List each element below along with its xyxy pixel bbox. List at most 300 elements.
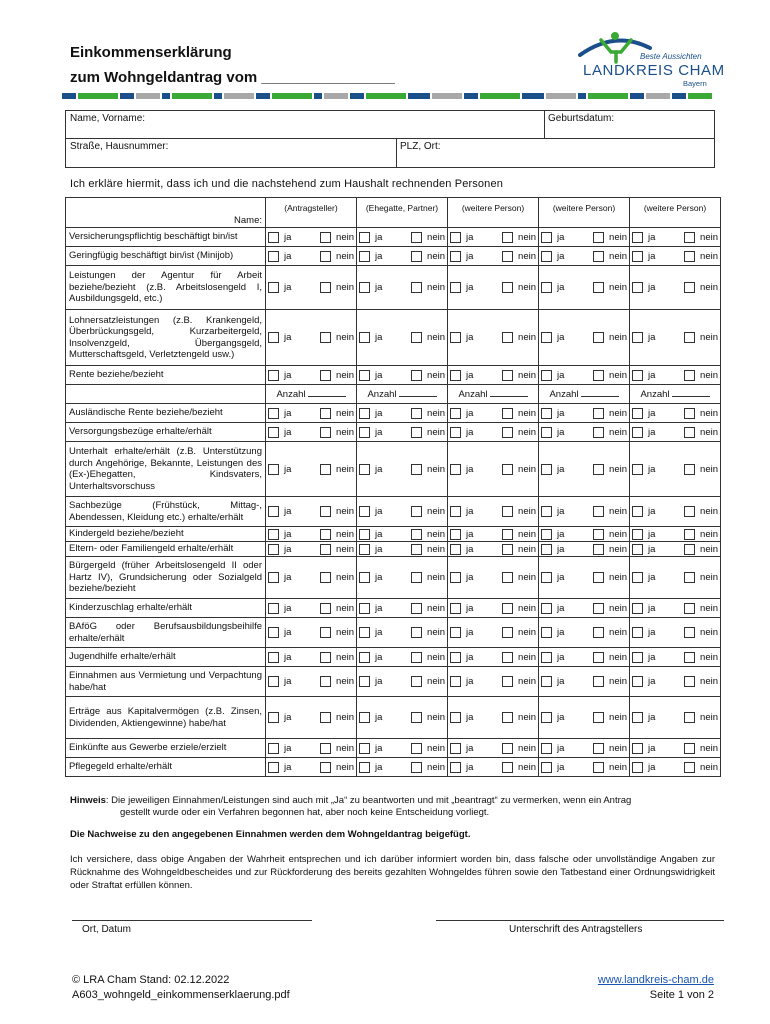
- no-checkbox[interactable]: [593, 572, 604, 583]
- no-checkbox[interactable]: [411, 529, 422, 540]
- yes-checkbox[interactable]: [541, 743, 552, 754]
- yes-no-options: [359, 370, 445, 381]
- yes-checkbox[interactable]: [541, 529, 552, 540]
- person-column-header[interactable]: (weitere Person): [448, 198, 539, 228]
- yes-label: ja: [284, 369, 292, 381]
- yes-checkbox[interactable]: [541, 544, 552, 555]
- yes-checkbox[interactable]: [359, 232, 370, 243]
- no-checkbox[interactable]: [411, 544, 422, 555]
- no-checkbox[interactable]: [502, 282, 513, 293]
- no-checkbox[interactable]: [593, 427, 604, 438]
- yes-checkbox[interactable]: [268, 676, 279, 687]
- no-checkbox[interactable]: [593, 529, 604, 540]
- person-column-header[interactable]: (Ehegatte, Partner): [357, 198, 448, 228]
- no-checkbox[interactable]: [320, 627, 331, 638]
- yes-label: ja: [375, 231, 383, 243]
- yes-checkbox[interactable]: [359, 544, 370, 555]
- yes-no-options: [268, 408, 354, 419]
- yes-label: ja: [466, 528, 474, 540]
- no-checkbox[interactable]: [684, 370, 695, 381]
- yes-checkbox[interactable]: [450, 232, 461, 243]
- yes-checkbox[interactable]: [268, 743, 279, 754]
- person-column-header[interactable]: (Antragsteller): [266, 198, 357, 228]
- income-row: [66, 618, 721, 648]
- no-checkbox[interactable]: [411, 282, 422, 293]
- yes-checkbox[interactable]: [450, 464, 461, 475]
- no-checkbox[interactable]: [320, 232, 331, 243]
- yes-label: ja: [648, 742, 656, 754]
- yes-label: ja: [557, 332, 565, 343]
- yes-checkbox[interactable]: [268, 712, 279, 723]
- no-checkbox[interactable]: [320, 408, 331, 419]
- no-label: nein: [609, 676, 627, 687]
- yes-label: ja: [648, 332, 656, 343]
- no-checkbox[interactable]: [502, 603, 513, 614]
- anzahl-field[interactable]: [450, 388, 536, 400]
- income-row-label: Geringfügig beschäftigt bin/ist (Minijob): [66, 247, 266, 266]
- yes-checkbox[interactable]: [359, 282, 370, 293]
- no-label: nein: [336, 250, 354, 262]
- yes-checkbox[interactable]: [541, 762, 552, 773]
- no-label: nein: [336, 627, 354, 638]
- yes-no-options: [359, 332, 445, 343]
- no-label: nein: [427, 627, 445, 638]
- no-checkbox[interactable]: [502, 544, 513, 555]
- no-checkbox[interactable]: [502, 529, 513, 540]
- yes-no-options: [450, 232, 536, 243]
- anzahl-input-line[interactable]: [672, 388, 710, 397]
- no-checkbox[interactable]: [684, 529, 695, 540]
- yes-label: ja: [375, 332, 383, 343]
- no-label: nein: [427, 742, 445, 754]
- yes-checkbox[interactable]: [450, 332, 461, 343]
- no-checkbox[interactable]: [684, 282, 695, 293]
- anzahl-input-line[interactable]: [581, 388, 619, 397]
- no-checkbox[interactable]: [320, 743, 331, 754]
- income-row-label: Jugendhilfe erhalte/erhält: [66, 648, 266, 667]
- yes-checkbox[interactable]: [359, 572, 370, 583]
- no-checkbox[interactable]: [502, 251, 513, 262]
- stripe-segment: [688, 93, 712, 99]
- yes-checkbox[interactable]: [632, 529, 643, 540]
- yes-checkbox[interactable]: [632, 544, 643, 555]
- no-label: nein: [700, 761, 718, 773]
- yes-checkbox[interactable]: [541, 332, 552, 343]
- no-checkbox[interactable]: [411, 627, 422, 638]
- stripe-segment: [256, 93, 270, 99]
- no-checkbox[interactable]: [684, 506, 695, 517]
- yes-checkbox[interactable]: [541, 652, 552, 663]
- no-checkbox[interactable]: [502, 743, 513, 754]
- no-checkbox[interactable]: [593, 232, 604, 243]
- no-label: nein: [427, 712, 445, 723]
- yes-checkbox[interactable]: [268, 627, 279, 638]
- no-checkbox[interactable]: [411, 427, 422, 438]
- yes-checkbox[interactable]: [450, 427, 461, 438]
- yes-checkbox[interactable]: [268, 332, 279, 343]
- yes-checkbox[interactable]: [268, 544, 279, 555]
- yes-checkbox[interactable]: [632, 762, 643, 773]
- income-row-label: Versorgungsbezüge erhalte/erhält: [66, 423, 266, 442]
- no-checkbox[interactable]: [411, 762, 422, 773]
- yes-checkbox[interactable]: [541, 282, 552, 293]
- yes-label: ja: [557, 742, 565, 754]
- no-checkbox[interactable]: [411, 603, 422, 614]
- yes-label: ja: [375, 463, 383, 475]
- no-checkbox[interactable]: [411, 743, 422, 754]
- yes-checkbox[interactable]: [268, 506, 279, 517]
- yes-checkbox[interactable]: [359, 652, 370, 663]
- yes-checkbox[interactable]: [268, 572, 279, 583]
- logo-tagline: Beste Aussichten: [640, 52, 702, 61]
- anzahl-field[interactable]: [359, 388, 445, 400]
- yes-checkbox[interactable]: [632, 506, 643, 517]
- no-checkbox[interactable]: [593, 762, 604, 773]
- no-checkbox[interactable]: [593, 652, 604, 663]
- no-checkbox[interactable]: [593, 712, 604, 723]
- stripe-segment: [214, 93, 222, 99]
- yes-label: ja: [375, 426, 383, 438]
- document-title: [70, 40, 395, 90]
- no-checkbox[interactable]: [684, 572, 695, 583]
- yes-checkbox[interactable]: [450, 251, 461, 262]
- yes-label: ja: [284, 426, 292, 438]
- no-checkbox[interactable]: [502, 370, 513, 381]
- no-checkbox[interactable]: [411, 408, 422, 419]
- yes-checkbox[interactable]: [359, 427, 370, 438]
- yes-checkbox[interactable]: [541, 232, 552, 243]
- footer-url-link[interactable]: www.landkreis-cham.de: [597, 974, 714, 986]
- no-label: nein: [700, 369, 718, 381]
- yes-checkbox[interactable]: [632, 676, 643, 687]
- no-checkbox[interactable]: [684, 712, 695, 723]
- yes-no-options: [268, 712, 354, 723]
- no-label: nein: [700, 676, 718, 687]
- no-label: nein: [518, 506, 536, 517]
- no-checkbox[interactable]: [684, 652, 695, 663]
- no-checkbox[interactable]: [320, 603, 331, 614]
- no-checkbox[interactable]: [593, 370, 604, 381]
- income-row-label: Leistungen der Agentur für Arbeit beziehe/bezieht (z.B. Arbeitslosengeld I, Ausbildungsgeld, etc.): [66, 266, 266, 310]
- yes-checkbox[interactable]: [541, 603, 552, 614]
- no-label: nein: [609, 761, 627, 773]
- yes-checkbox[interactable]: [359, 603, 370, 614]
- yes-label: ja: [557, 231, 565, 243]
- no-checkbox[interactable]: [684, 464, 695, 475]
- yes-checkbox[interactable]: [359, 627, 370, 638]
- no-label: nein: [427, 332, 445, 343]
- yes-label: ja: [466, 407, 474, 419]
- yes-label: ja: [284, 332, 292, 343]
- yes-no-options: [268, 762, 354, 773]
- title-line-1: Einkommenserklärung: [70, 44, 232, 61]
- yes-no-options: [268, 506, 354, 517]
- no-checkbox[interactable]: [411, 676, 422, 687]
- no-checkbox[interactable]: [502, 332, 513, 343]
- income-row: [66, 366, 721, 385]
- income-row: [66, 266, 721, 310]
- yes-checkbox[interactable]: [632, 370, 643, 381]
- no-checkbox[interactable]: [502, 627, 513, 638]
- yes-checkbox[interactable]: [359, 251, 370, 262]
- anzahl-field[interactable]: [268, 388, 354, 400]
- yes-no-options: [359, 572, 445, 583]
- no-label: nein: [518, 742, 536, 754]
- yes-label: ja: [466, 369, 474, 381]
- no-checkbox[interactable]: [320, 427, 331, 438]
- person-column-header[interactable]: (weitere Person): [630, 198, 721, 228]
- no-checkbox[interactable]: [684, 232, 695, 243]
- no-checkbox[interactable]: [411, 251, 422, 262]
- yes-checkbox[interactable]: [359, 743, 370, 754]
- no-checkbox[interactable]: [502, 676, 513, 687]
- stripe-segment: [136, 93, 160, 99]
- no-checkbox[interactable]: [320, 676, 331, 687]
- no-checkbox[interactable]: [593, 282, 604, 293]
- yes-label: ja: [648, 463, 656, 475]
- yes-checkbox[interactable]: [450, 652, 461, 663]
- income-row-label: Ausländische Rente beziehe/bezieht: [66, 404, 266, 423]
- income-row: [66, 228, 721, 247]
- no-checkbox[interactable]: [684, 676, 695, 687]
- no-checkbox[interactable]: [684, 251, 695, 262]
- yes-checkbox[interactable]: [450, 743, 461, 754]
- no-checkbox[interactable]: [593, 544, 604, 555]
- no-checkbox[interactable]: [411, 232, 422, 243]
- no-checkbox[interactable]: [320, 370, 331, 381]
- yes-checkbox[interactable]: [632, 408, 643, 419]
- yes-checkbox[interactable]: [632, 332, 643, 343]
- no-checkbox[interactable]: [411, 652, 422, 663]
- yes-checkbox[interactable]: [268, 464, 279, 475]
- yes-no-options: [541, 282, 627, 293]
- stripe-segment: [314, 93, 322, 99]
- no-checkbox[interactable]: [593, 627, 604, 638]
- yes-checkbox[interactable]: [541, 712, 552, 723]
- yes-checkbox[interactable]: [632, 572, 643, 583]
- hint-line-2: gestellt wurde oder ein Verfahren begonnen hat, aber noch keine Entscheidung vorliegt.: [120, 807, 490, 818]
- yes-checkbox[interactable]: [541, 676, 552, 687]
- yes-checkbox[interactable]: [450, 762, 461, 773]
- yes-checkbox[interactable]: [541, 370, 552, 381]
- yes-label: ja: [466, 231, 474, 243]
- no-checkbox[interactable]: [411, 370, 422, 381]
- yes-no-options: [541, 544, 627, 555]
- no-checkbox[interactable]: [411, 464, 422, 475]
- anzahl-field[interactable]: [632, 388, 718, 400]
- no-checkbox[interactable]: [320, 762, 331, 773]
- yes-checkbox[interactable]: [450, 572, 461, 583]
- yes-checkbox[interactable]: [359, 762, 370, 773]
- no-checkbox[interactable]: [320, 332, 331, 343]
- no-label: nein: [700, 627, 718, 638]
- yes-checkbox[interactable]: [359, 370, 370, 381]
- yes-checkbox[interactable]: [632, 282, 643, 293]
- footer-left: [72, 973, 290, 1003]
- yes-checkbox[interactable]: [359, 676, 370, 687]
- yes-no-options: [632, 251, 718, 262]
- no-checkbox[interactable]: [593, 251, 604, 262]
- yes-checkbox[interactable]: [450, 603, 461, 614]
- yes-checkbox[interactable]: [541, 572, 552, 583]
- yes-label: ja: [375, 742, 383, 754]
- title-line-2: zum Wohngeldantrag vom ________________: [70, 69, 395, 86]
- yes-checkbox[interactable]: [359, 464, 370, 475]
- no-checkbox[interactable]: [411, 332, 422, 343]
- no-checkbox[interactable]: [684, 408, 695, 419]
- yes-no-options: [632, 464, 718, 475]
- no-label: nein: [427, 602, 445, 614]
- no-checkbox[interactable]: [502, 232, 513, 243]
- no-checkbox[interactable]: [320, 251, 331, 262]
- yes-checkbox[interactable]: [450, 408, 461, 419]
- no-checkbox[interactable]: [684, 427, 695, 438]
- yes-checkbox[interactable]: [268, 251, 279, 262]
- no-checkbox[interactable]: [502, 712, 513, 723]
- anzahl-input-line[interactable]: [308, 388, 346, 397]
- no-checkbox[interactable]: [593, 464, 604, 475]
- yes-label: ja: [466, 602, 474, 614]
- yes-checkbox[interactable]: [541, 506, 552, 517]
- no-checkbox[interactable]: [502, 427, 513, 438]
- no-checkbox[interactable]: [502, 572, 513, 583]
- no-checkbox[interactable]: [502, 652, 513, 663]
- yes-checkbox[interactable]: [268, 370, 279, 381]
- income-row: [66, 442, 721, 497]
- no-checkbox[interactable]: [411, 572, 422, 583]
- no-checkbox[interactable]: [684, 762, 695, 773]
- no-checkbox[interactable]: [320, 282, 331, 293]
- no-checkbox[interactable]: [593, 332, 604, 343]
- yes-checkbox[interactable]: [632, 232, 643, 243]
- no-checkbox[interactable]: [684, 627, 695, 638]
- anzahl-input-line[interactable]: [399, 388, 437, 397]
- no-checkbox[interactable]: [593, 506, 604, 517]
- no-checkbox[interactable]: [320, 544, 331, 555]
- name-field-label[interactable]: Name, Vorname:: [70, 113, 146, 124]
- no-checkbox[interactable]: [684, 743, 695, 754]
- no-checkbox[interactable]: [411, 506, 422, 517]
- yes-checkbox[interactable]: [268, 652, 279, 663]
- no-checkbox[interactable]: [593, 603, 604, 614]
- no-checkbox[interactable]: [502, 464, 513, 475]
- yes-checkbox[interactable]: [268, 282, 279, 293]
- yes-checkbox[interactable]: [632, 603, 643, 614]
- no-checkbox[interactable]: [593, 408, 604, 419]
- no-label: nein: [700, 651, 718, 663]
- yes-no-options: [359, 712, 445, 723]
- yes-checkbox[interactable]: [359, 408, 370, 419]
- birthdate-field-label[interactable]: Geburtsdatum:: [548, 113, 615, 124]
- yes-checkbox[interactable]: [541, 427, 552, 438]
- yes-checkbox[interactable]: [450, 370, 461, 381]
- no-checkbox[interactable]: [320, 712, 331, 723]
- yes-checkbox[interactable]: [268, 603, 279, 614]
- yes-checkbox[interactable]: [632, 251, 643, 262]
- yes-checkbox[interactable]: [632, 743, 643, 754]
- yes-checkbox[interactable]: [632, 652, 643, 663]
- yes-label: ja: [648, 407, 656, 419]
- income-row: [66, 423, 721, 442]
- no-label: nein: [336, 231, 354, 243]
- person-column-header[interactable]: (weitere Person): [539, 198, 630, 228]
- yes-label: ja: [375, 676, 383, 687]
- no-label: nein: [427, 369, 445, 381]
- no-checkbox[interactable]: [502, 408, 513, 419]
- no-checkbox[interactable]: [593, 676, 604, 687]
- city-field-label[interactable]: PLZ, Ort:: [400, 141, 441, 152]
- yes-checkbox[interactable]: [450, 529, 461, 540]
- yes-checkbox[interactable]: [450, 282, 461, 293]
- yes-checkbox[interactable]: [359, 712, 370, 723]
- income-row-label: Kinderzuschlag erhalte/erhält: [66, 599, 266, 618]
- no-label: nein: [700, 543, 718, 555]
- no-checkbox[interactable]: [684, 332, 695, 343]
- stripe-segment: [120, 93, 134, 99]
- anzahl-field[interactable]: [541, 388, 627, 400]
- yes-checkbox[interactable]: [450, 506, 461, 517]
- no-checkbox[interactable]: [411, 712, 422, 723]
- yes-checkbox[interactable]: [359, 332, 370, 343]
- yes-checkbox[interactable]: [359, 506, 370, 517]
- yes-no-options: [541, 464, 627, 475]
- no-label: nein: [609, 407, 627, 419]
- yes-label: ja: [284, 528, 292, 540]
- yes-no-options: [359, 743, 445, 754]
- no-checkbox[interactable]: [502, 506, 513, 517]
- yes-checkbox[interactable]: [450, 627, 461, 638]
- no-label: nein: [518, 282, 536, 293]
- no-checkbox[interactable]: [320, 652, 331, 663]
- yes-no-options: [541, 427, 627, 438]
- yes-checkbox[interactable]: [632, 464, 643, 475]
- yes-checkbox[interactable]: [268, 232, 279, 243]
- signature-line[interactable]: [436, 920, 724, 921]
- yes-checkbox[interactable]: [541, 464, 552, 475]
- yes-checkbox[interactable]: [632, 627, 643, 638]
- yes-checkbox[interactable]: [632, 427, 643, 438]
- yes-label: ja: [466, 282, 474, 293]
- yes-label: ja: [557, 572, 565, 583]
- no-checkbox[interactable]: [320, 506, 331, 517]
- yes-checkbox[interactable]: [450, 544, 461, 555]
- yes-checkbox[interactable]: [268, 408, 279, 419]
- yes-checkbox[interactable]: [632, 712, 643, 723]
- yes-checkbox[interactable]: [541, 627, 552, 638]
- anzahl-input-line[interactable]: [490, 388, 528, 397]
- place-date-line[interactable]: [72, 920, 312, 921]
- no-checkbox[interactable]: [320, 529, 331, 540]
- no-checkbox[interactable]: [684, 544, 695, 555]
- yes-checkbox[interactable]: [268, 529, 279, 540]
- yes-label: ja: [648, 369, 656, 381]
- yes-checkbox[interactable]: [268, 762, 279, 773]
- no-checkbox[interactable]: [320, 572, 331, 583]
- street-field-label[interactable]: Straße, Hausnummer:: [70, 141, 169, 152]
- no-checkbox[interactable]: [684, 603, 695, 614]
- yes-checkbox[interactable]: [268, 427, 279, 438]
- yes-checkbox[interactable]: [450, 676, 461, 687]
- yes-checkbox[interactable]: [359, 529, 370, 540]
- no-checkbox[interactable]: [502, 762, 513, 773]
- yes-checkbox[interactable]: [450, 712, 461, 723]
- yes-checkbox[interactable]: [541, 408, 552, 419]
- no-checkbox[interactable]: [593, 743, 604, 754]
- header-stripe: [62, 93, 716, 99]
- yes-checkbox[interactable]: [541, 251, 552, 262]
- yes-no-options: [359, 544, 445, 555]
- no-checkbox[interactable]: [320, 464, 331, 475]
